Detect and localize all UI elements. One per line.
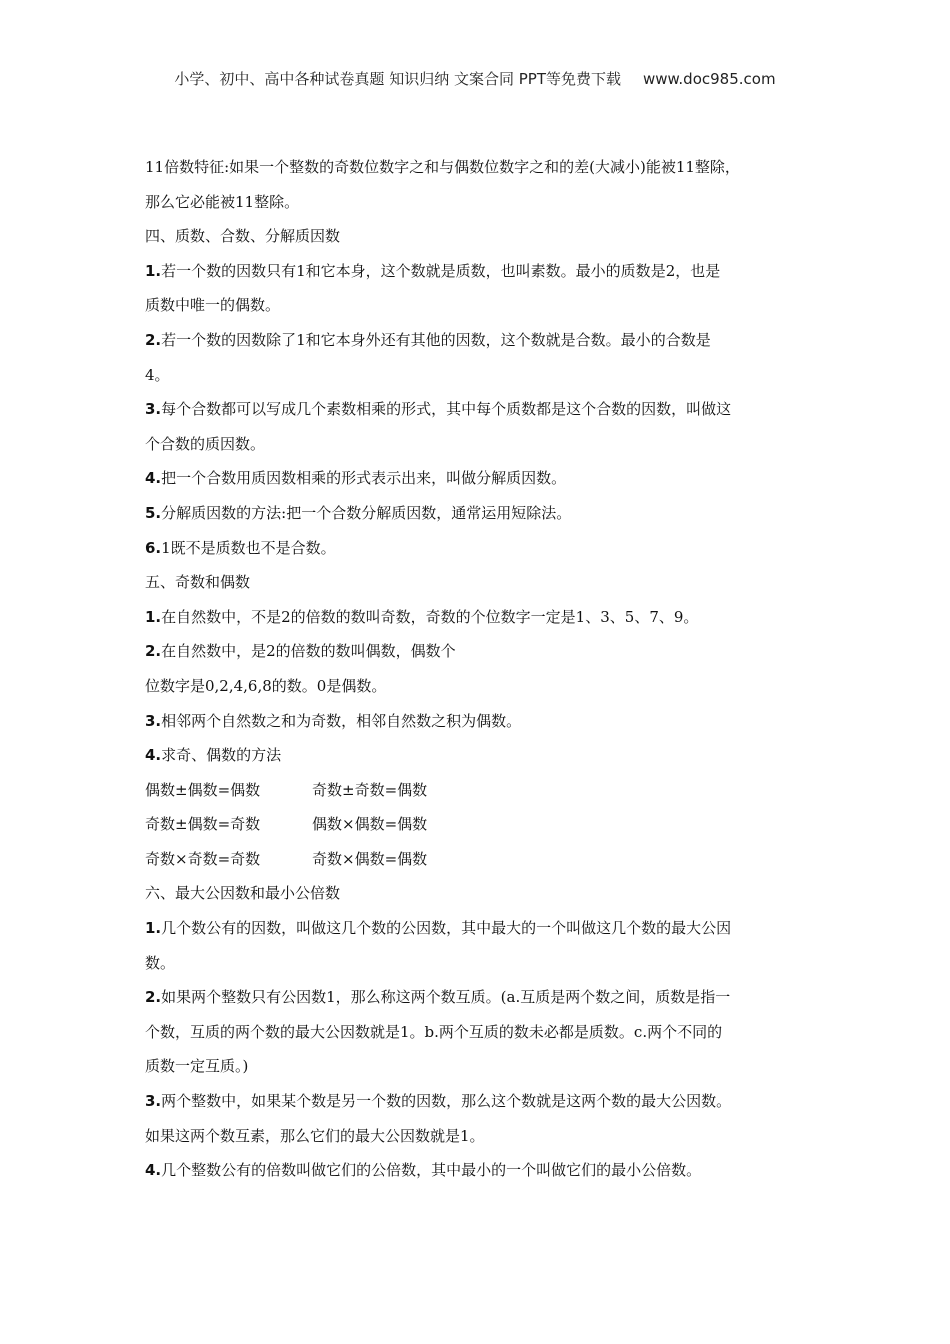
page-header (0, 68, 950, 89)
text-line: 5.分解质因数的方法:把一个合数分解质因数，通常运用短除法。 (145, 503, 572, 522)
text-line: 3.两个整数中，如果某个数是另一个数的因数，那么这个数就是这两个数的最大公因数。 (145, 1092, 732, 1111)
text-line: 2.若一个数的因数除了1和它本身外还有其他的因数，这个数就是合数。最小的合数是 (145, 330, 711, 349)
text-line: 3.每个合数都可以写成几个素数相乘的形式，其中每个质数都是这个合数的因数，叫做这 (145, 400, 732, 419)
text-line: 6.1既不是质数也不是合数。 (145, 538, 336, 557)
rule-row: 奇数±偶数=奇数 偶数×偶数=偶数 (145, 815, 428, 834)
section-heading: 六、最大公因数和最小公倍数 (145, 884, 341, 903)
text-line: 4。 (145, 365, 170, 384)
text-line: 那么它必能被11整除。 (145, 192, 300, 211)
header-site: www.doc985.com (642, 70, 776, 88)
section-heading: 五、奇数和偶数 (145, 573, 251, 592)
text-line: 4.求奇、偶数的方法 (145, 746, 282, 765)
text-line: 质数中唯一的偶数。 (145, 296, 281, 315)
text-line: 2.在自然数中，是2的倍数的数叫偶数，偶数个 (145, 642, 456, 661)
rule-row: 偶数±偶数=偶数 奇数±奇数=偶数 (145, 780, 428, 799)
text-line: 个数，互质的两个数的最大公因数就是1。b.两个互质的数未必都是质数。c.两个不同的 (145, 1022, 723, 1041)
text-line: 2.如果两个整数只有公因数1，那么称这两个数互质。(a.互质是两个数之间，质数是指一 (145, 988, 731, 1007)
header-text: 小学、初中、高中各种试卷真题 知识归纳 文案合同 PPT等免费下载 (174, 70, 621, 88)
text-line: 11倍数特征:如果一个整数的奇数位数字之和与偶数位数字之和的差(大减小)能被11整除， (145, 158, 740, 176)
rule-row: 奇数×奇数=奇数 奇数×偶数=偶数 (145, 849, 428, 868)
text-line: 如果这两个数互素，那么它们的最大公因数就是1。 (145, 1126, 485, 1145)
text-line: 个合数的质因数。 (145, 434, 266, 453)
text-line: 位数字是0,2,4,6,8的数。0是偶数。 (145, 676, 387, 695)
text-line: 4.几个整数公有的倍数叫做它们的公倍数，其中最小的一个叫做它们的最小公倍数。 (145, 1161, 702, 1180)
text-line: 数。 (145, 953, 176, 972)
text-line: 4.把一个合数用质因数相乘的形式表示出来，叫做分解质因数。 (145, 469, 567, 488)
text-line: 1.几个数公有的因数，叫做这几个数的公因数，其中最大的一个叫做这几个数的最大公因 (145, 919, 732, 938)
text-line: 质数一定互质。) (145, 1057, 249, 1076)
section-heading: 四、质数、合数、分解质因数 (145, 227, 341, 246)
text-line: 3.相邻两个自然数之和为奇数，相邻自然数之积为偶数。 (145, 711, 522, 730)
text-line: 1.若一个数的因数只有1和它本身，这个数就是质数，也叫素数。最小的质数是2，也是 (145, 261, 721, 280)
text-line: 1.在自然数中，不是2的倍数的数叫奇数，奇数的个位数字一定是1、3、5、7、9。 (145, 607, 699, 626)
document-body (145, 150, 825, 1188)
